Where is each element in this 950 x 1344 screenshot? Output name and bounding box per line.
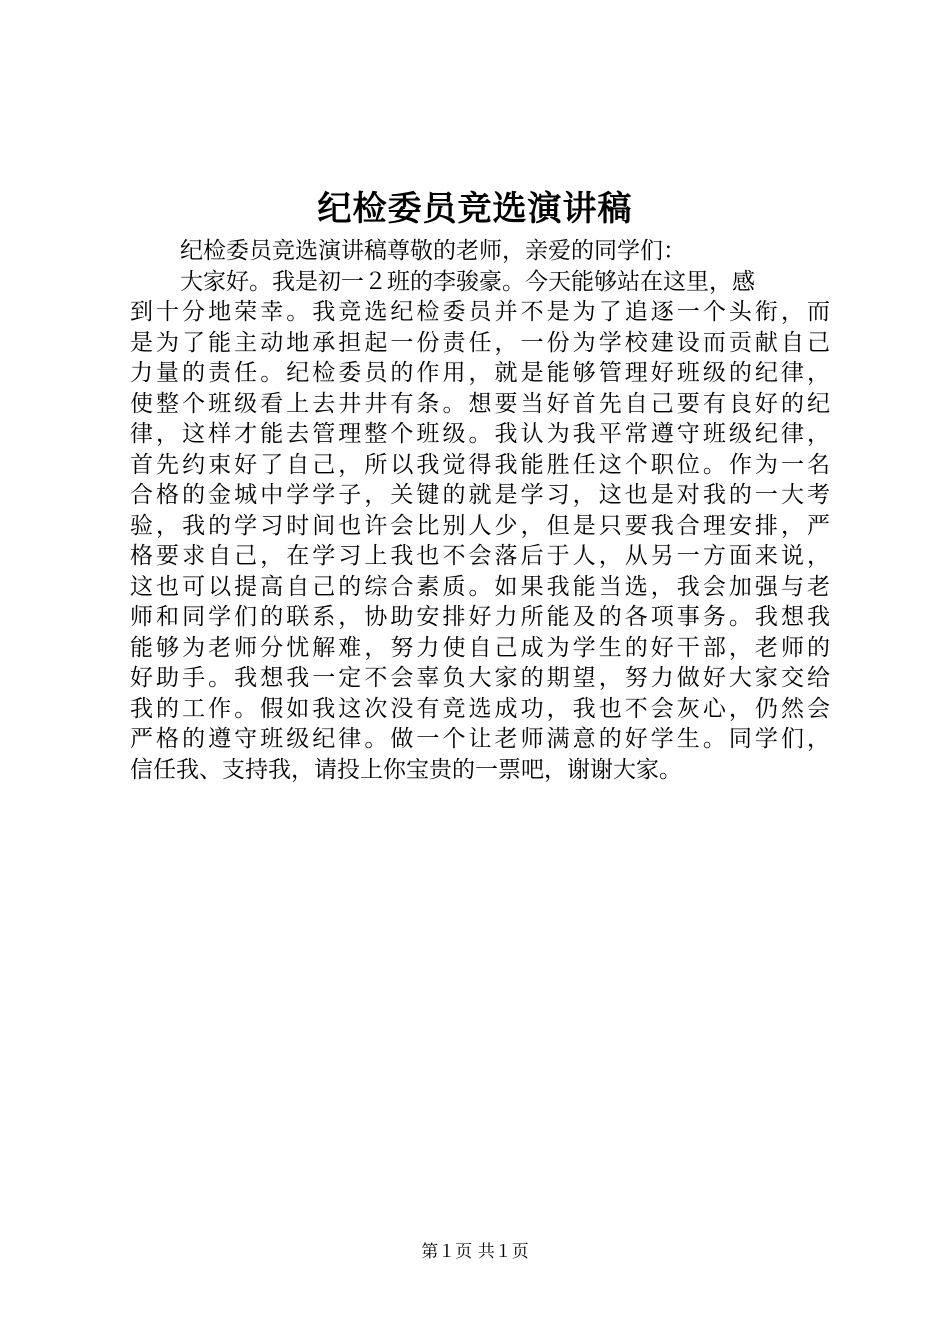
body-line: 严格的遵守班级纪律。做一个让老师满意的好学生。同学们， — [130, 726, 830, 752]
body-line: 合格的金城中学学子，关键的就是学习，这也是对我的一大考 — [130, 482, 830, 508]
body-line: 使整个班级看上去井井有条。想要当好首先自己要有良好的纪 — [130, 390, 830, 417]
body-line: 首先约束好了自己，所以我觉得我能胜任这个职位。作为一名 — [130, 451, 830, 478]
document-title: 纪检委员竞选演讲稿 — [317, 189, 633, 229]
body-line: 纪检委员竞选演讲稿尊敬的老师，亲爱的同学们： — [180, 238, 686, 264]
body-line: 是为了能主动地承担起一份责任，一份为学校建设而贡献自己 — [130, 329, 830, 356]
body-line: 这也可以提高自己的综合素质。如果我能当选，我会加强与老 — [130, 573, 830, 600]
body-line: 律，这样才能去管理整个班级。我认为我平常遵守班级纪律， — [130, 421, 830, 447]
body-line: 好助手。我想我一定不会辜负大家的期望，努力做好大家交给 — [130, 665, 830, 691]
body-line: 大家好。我是初一２班的李骏豪。今天能够站在这里，感 — [180, 268, 755, 295]
body-line: 师和同学们的联系，协助安排好力所能及的各项事务。我想我 — [130, 604, 830, 630]
body-line: 到十分地荣幸。我竞选纪检委员并不是为了追逐一个头衔，而 — [130, 299, 830, 325]
body-line: 验，我的学习时间也许会比别人少，但是只要我合理安排，严 — [130, 512, 830, 539]
body-line: 能够为老师分忧解难，努力使自己成为学生的好干部，老师的 — [130, 634, 830, 661]
body-line: 信任我、支持我，请投上你宝贵的一票吧，谢谢大家。 — [130, 756, 682, 783]
body-line: 力量的责任。纪检委员的作用，就是能够管理好班级的纪律， — [130, 360, 830, 386]
body-line: 格要求自己，在学习上我也不会落后于人，从另一方面来说， — [130, 543, 830, 569]
page-footer: 第１页 共１页 — [421, 1242, 529, 1262]
body-line: 我的工作。假如我这次没有竞选成功，我也不会灰心，仍然会 — [130, 695, 830, 722]
document-body — [130, 236, 830, 785]
